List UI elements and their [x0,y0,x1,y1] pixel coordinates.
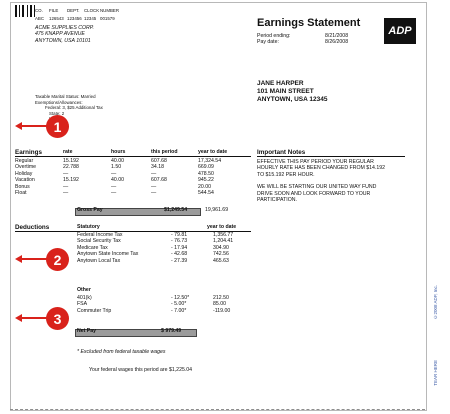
other-deduction-ytd: 212.50 [213,295,229,301]
deduction-ytd: 742.56 [213,251,229,258]
earnings-row-period: 607.68 [151,158,167,164]
earnings-row-period: — [151,170,157,177]
gross-pay-value: $1,249.54 [164,207,188,213]
notes-body [257,159,417,203]
deduction-label: Medicare Tax [77,244,108,251]
deduction-ytd: 1,356.77 [213,232,234,238]
earnings-row-rate: 15.192 [63,177,79,184]
note-line: TO $15.192 PER HOUR. [257,171,315,178]
tear-here-label: TEAR HERE [433,360,438,386]
other-deduction-period: - 7.00* [171,307,187,314]
earnings-row-hours: 40.00 [111,177,124,184]
other-deduction-period: - 5.00* [171,301,187,308]
employee-street: 101 MAIN STREET [257,87,314,95]
pay-date-value: 8/26/2008 [325,39,349,46]
deduction-ytd: 304.90 [213,244,229,251]
earnings-row-hours: — [111,170,117,177]
barcode-icon [15,5,36,17]
earnings-row-period: 607.68 [151,177,167,184]
earnings-row-rate: 15.192 [63,158,79,164]
employee-city: ANYTOWN, USA 12345 [257,95,328,103]
local-exemption [35,116,103,122]
header-col-number: NUMBER [100,8,120,13]
earnings-row-label: Float [15,190,27,197]
side-strip [433,200,442,410]
earnings-header-rate: rate [63,149,73,155]
earnings-row-period: — [151,190,157,197]
earnings-row-rate: 22.788 [63,164,79,171]
pay-date-label: Pay date: [257,39,279,46]
earnings-row-rate: — [63,183,69,190]
earnings-row-period: — [151,183,157,190]
gross-pay-ytd: 19,961.69 [205,207,229,213]
earnings-row-hours: 40.00 [111,158,124,164]
net-pay-label: Net Pay [77,328,97,334]
other-deduction-ytd: -119.00 [213,307,231,314]
earnings-row-ytd: 544.54 [198,190,214,197]
note-line: EFFECTIVE THIS PAY PERIOD YOUR REGULAR [257,159,374,165]
deduction-label: Social Security Tax [77,238,121,245]
other-deductions [77,295,253,314]
company-name: ACME SUPPLIES CORP. [35,25,95,31]
period-ending-value: 8/21/2008 [325,33,349,39]
earnings-headers [63,149,253,155]
callout-arrow [21,125,47,127]
deduction-period: - 79.81 [171,232,188,238]
earnings-row-label: Regular [15,158,34,164]
header-val-clock: 12345 [84,15,97,21]
earnings-title: Earnings [15,149,42,156]
header-val-dept: 123456 [67,15,82,21]
tax-status [35,94,103,122]
earnings-row-ytd: 669.09 [198,164,214,171]
other-deduction-label: Commuter Trip [77,307,112,314]
deduction-label: Anytown State Income Tax [77,251,139,258]
deduction-period: - 27.39 [171,257,188,264]
header-val-number: 001579 [100,15,115,21]
earnings-row-label: Bonus [15,183,30,190]
header-col-dept: DEPT. [67,8,80,13]
deduction-ytd: 465.63 [213,257,229,264]
earnings-row-period: 34.18 [151,164,164,171]
period-ending-label: Period ending: [257,33,291,39]
note-line: DRIVE SOON AND LOOK FORWARD TO YOUR [257,190,371,197]
deductions-title: Deductions [15,224,50,231]
company-city: ANYTOWN, USA 10101 [35,37,91,44]
other-deduction-period: - 12.50* [171,295,190,301]
deduction-period: - 42.68 [171,251,188,258]
marital-status: Taxable Marital Status: Married [35,94,96,99]
earnings-row-label: Overtime [15,164,37,171]
earnings-row-ytd: 20.00 [198,183,211,190]
earnings-table [15,158,255,196]
federal-exemption: Federal: 3, $25 Additional Tax [45,105,103,110]
earnings-header-period: this period [151,149,178,155]
company-address [35,25,94,44]
earnings-row-ytd: 945.22 [198,177,214,184]
excluded-note: * Excluded from federal taxable wages [77,349,166,355]
deduction-ytd: 1,204.41 [213,238,234,245]
earnings-row-label: Holiday [15,170,33,177]
deductions-ytd-label: year to date [207,224,237,230]
callout-circle-1: 1 [46,115,69,138]
pay-stub-document [10,2,427,411]
adp-logo: ADP [384,18,416,44]
deduction-label: Anytown Local Tax [77,257,121,264]
earnings-header-hours: hours [111,149,126,155]
earnings-row-hours: 1.50 [111,164,122,171]
other-label: Other [77,287,91,293]
earnings-row-rate: — [63,190,69,197]
callout-arrow [21,258,47,260]
header-val-co: ABC [35,15,45,21]
header-col-clock: CLOCK [84,8,100,13]
earnings-row-hours: — [111,183,117,190]
earnings-header-ytd: year to date [198,149,228,155]
exemptions-label: Exemptions/Allowances: [35,99,83,105]
callout-arrow [21,317,47,319]
note-line: PARTICIPATION. [257,197,297,204]
employee-address [257,80,327,103]
statement-title: Earnings Statement [257,17,361,29]
earnings-row-rate: — [63,170,69,177]
deduction-period: - 76.73 [171,238,188,245]
statutory-deductions [77,232,253,264]
period-dates [257,33,361,46]
federal-wages-note: Your federal wages this period are $1,225.04 [89,367,193,373]
state-exemption: State: 2 [49,110,65,116]
header-col-file: FILE [49,8,59,13]
header-col-co: CO. [35,8,43,13]
other-deduction-label: 401(k) [77,295,92,301]
net-pay-value: $ 979.49 [161,328,182,334]
employee-name: JANE HARPER [257,80,304,87]
note-line: HOURLY RATE HAS BEEN CHANGED FROM $14.192 [257,165,385,172]
earnings-row-hours: — [111,190,117,197]
important-notes-title: Important Notes [257,149,306,156]
statutory-label: Statutory [77,224,100,230]
other-deduction-ytd: 85.00 [213,301,226,308]
header-val-file: 126543 [49,15,64,21]
earnings-row-ytd: 17,324.54 [198,158,222,164]
deduction-label: Federal Income Tax [77,232,123,238]
header-grid [35,8,120,21]
perforation-line [10,409,425,413]
earnings-row-ytd: 478.50 [198,170,214,177]
earnings-row-label: Vacation [15,177,35,184]
copyright-label: ©2008 ADP, Inc. [433,285,438,320]
callout-circle-3: 3 [46,307,69,330]
note-line: WE WILL BE STARTING OUR UNITED WAY FUND [257,184,377,191]
deduction-period: - 17.94 [171,244,188,251]
callout-circle-2: 2 [46,248,69,271]
company-street: 475 KNAPP AVENUE [35,31,85,38]
gross-pay-label: Gross Pay [77,207,103,213]
other-deduction-label: FSA [77,301,88,308]
